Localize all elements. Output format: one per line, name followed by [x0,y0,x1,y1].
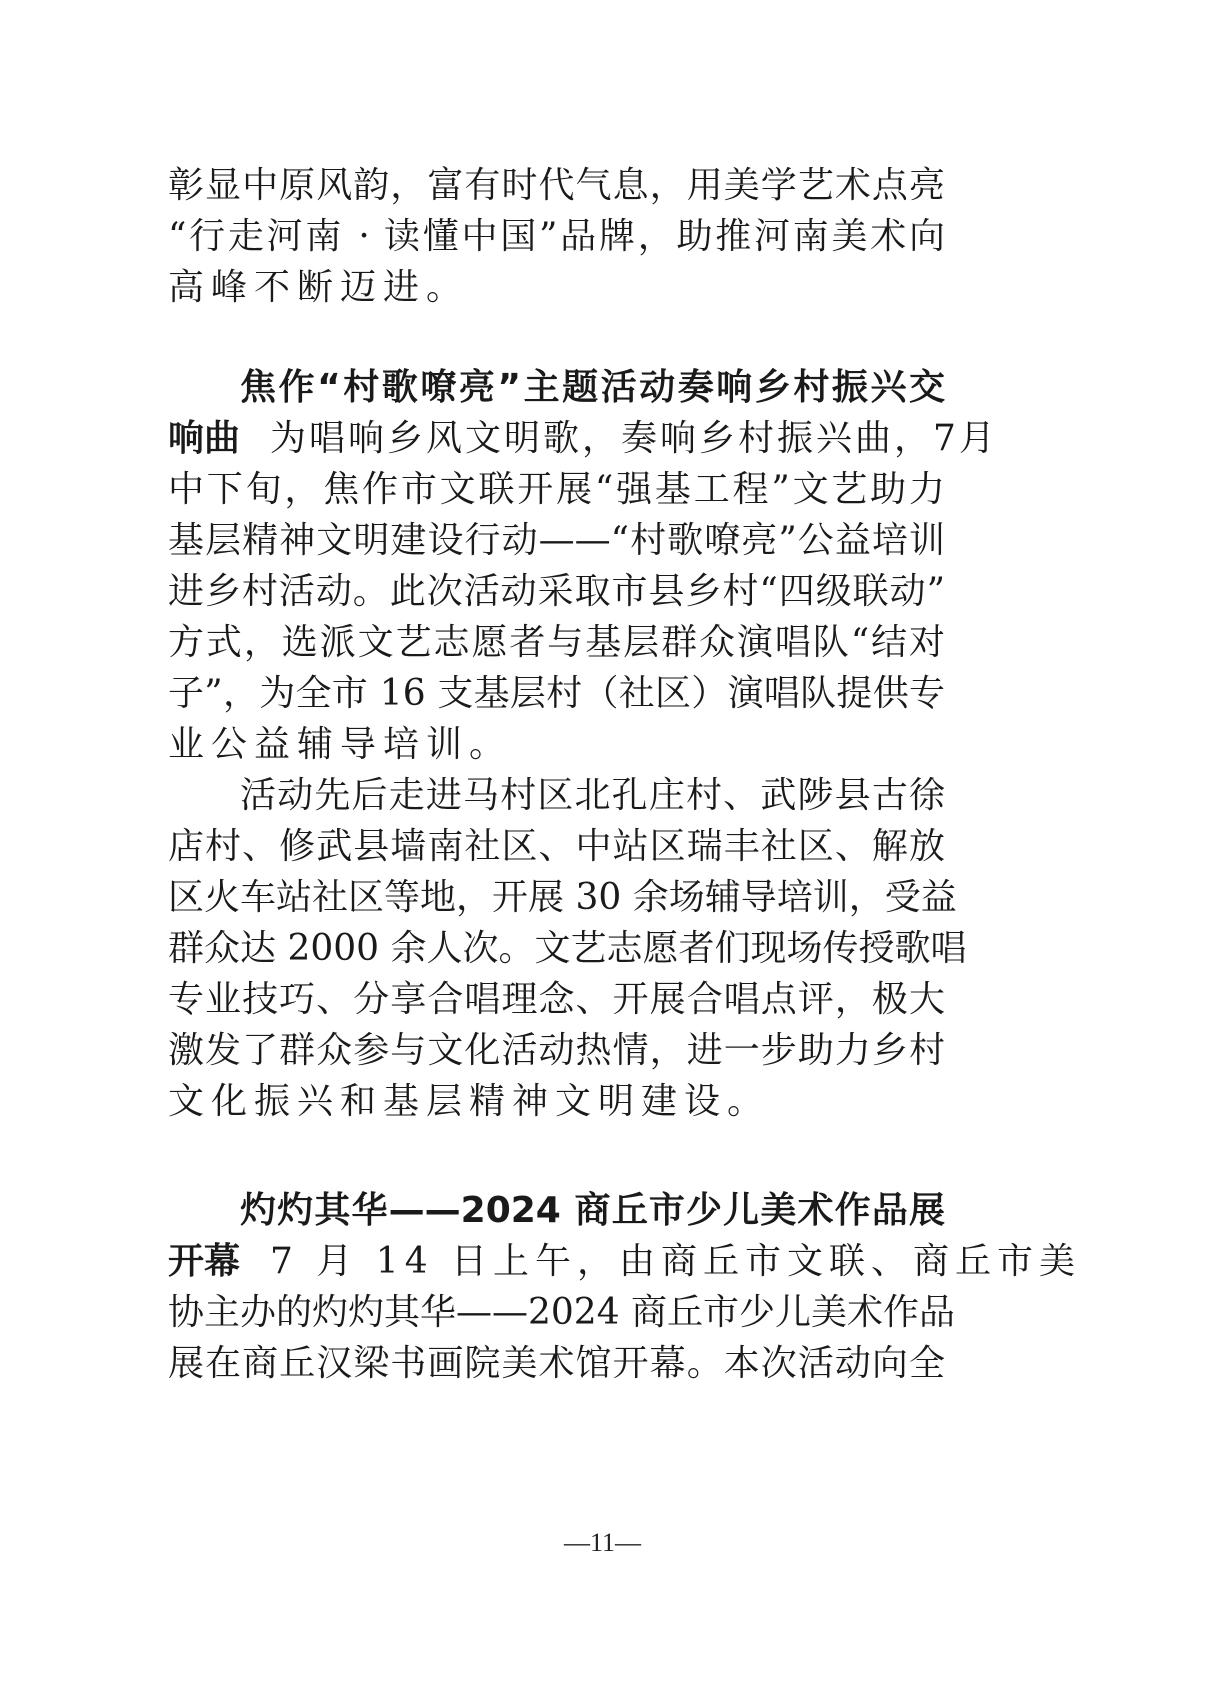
body-line: 展在商丘汉梁书画院美术馆开幕。本次活动向全 [168,1343,945,1384]
body-line: “行走河南 · 读懂中国”品牌，助推河南美术向 [168,216,945,257]
section-heading-tail: 响曲 [168,418,241,459]
body-line: 基层精神文明建设行动——“村歌嘹亮”公益培训 [168,520,945,561]
body-line: 店村、修武县墙南社区、中站区瑞丰社区、解放 [168,826,945,867]
section-heading: 灼灼其华——2024 商丘市少儿美术作品展 [240,1190,945,1231]
page-number: —11— [563,1528,642,1557]
section-heading: 焦作“村歌嘹亮”主题活动奏响乡村振兴交 [240,367,945,408]
body-line: 高峰不断迈进。 [168,267,470,308]
body-line: 中下旬，焦作市文联开展“强基工程”文艺助力 [168,469,945,510]
body-line: 方式，选派文艺志愿者与基层群众演唱队“结对 [168,622,945,663]
body-line: 文化振兴和基层精神文明建设。 [168,1081,771,1122]
body-text: 7 月 14 日上午，由商丘市文联、商丘市美 [270,1241,1082,1282]
section-heading-tail: 开幕 [168,1241,241,1282]
body-line: 激发了群众参与文化活动热情，进一步助力乡村 [168,1030,945,1071]
body-line: 活动先后走进马村区北孔庄村、武陟县古徐 [240,775,945,816]
section-heading-lead-line [168,413,998,465]
body-line: 业公益辅导培训。 [168,724,513,765]
body-line: 彰显中原风韵，富有时代气息，用美学艺术点亮 [168,165,945,206]
body-text: 为唱响乡风文明歌，奏响乡村振兴曲，7月 [270,418,998,459]
section-heading-lead-line [168,1236,1082,1288]
body-line: 进乡村活动。此次活动采取市县乡村“四级联动” [168,571,945,612]
body-line: 专业技巧、分享合唱理念、开展合唱点评，极大 [168,979,945,1020]
body-line: 群众达 2000 余人次。文艺志愿者们现场传授歌唱 [168,928,967,969]
body-line: 子”，为全市 16 支基层村（社区）演唱队提供专 [168,673,945,714]
body-line: 协主办的灼灼其华——2024 商丘市少儿美术作品 [168,1292,956,1333]
body-line: 区火车站社区等地，开展 30 余场辅导培训，受益 [168,877,957,918]
